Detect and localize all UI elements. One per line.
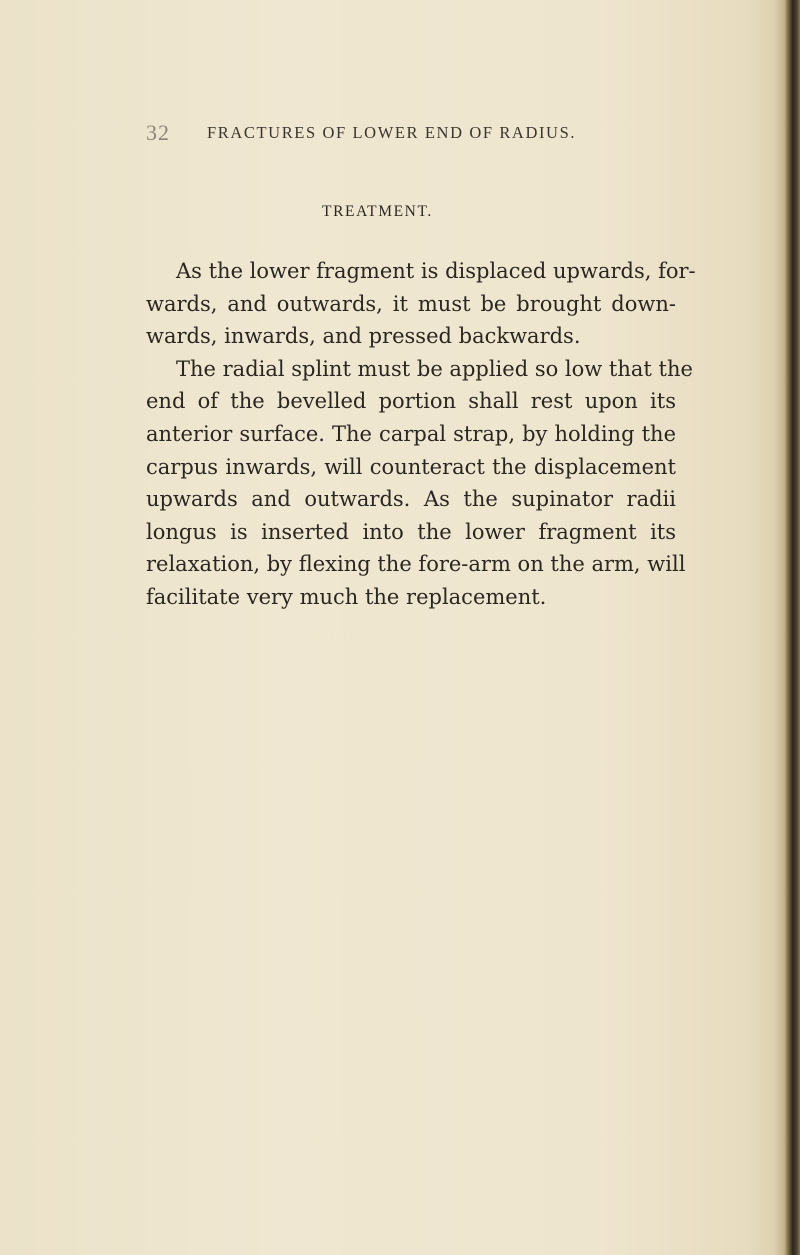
running-title: FRACTURES OF LOWER END OF RADIUS. [207, 123, 577, 142]
page-number: 32 [146, 120, 170, 145]
text-line: anterior surface. The carpal strap, by holding the [146, 421, 676, 446]
book-spine-edge [784, 0, 800, 1255]
text-line: relaxation, by flexing the fore-arm on the arm, will [146, 552, 686, 577]
text-line: The radial splint must be applied so low that the [176, 356, 693, 381]
text-line: wards, and outwards, it must be brought down- [146, 291, 676, 316]
running-head [146, 120, 706, 146]
page-edge-shadow [774, 0, 784, 1255]
section-heading: TREATMENT. [322, 203, 433, 220]
text-line: end of the bevelled portion shall rest upon its [146, 389, 676, 414]
body-text [146, 255, 696, 614]
text-line: longus is inserted into the lower fragment its [146, 519, 676, 544]
text-line: As the lower fragment is displaced upwards, for- [176, 259, 696, 283]
text-line: wards, inwards, and pressed backwards. [146, 324, 581, 349]
text-line: carpus inwards, will counteract the displacement [146, 454, 676, 479]
text-line: upwards and outwards. As the supinator radii [146, 487, 676, 512]
text-line: facilitate very much the replacement. [146, 584, 547, 609]
